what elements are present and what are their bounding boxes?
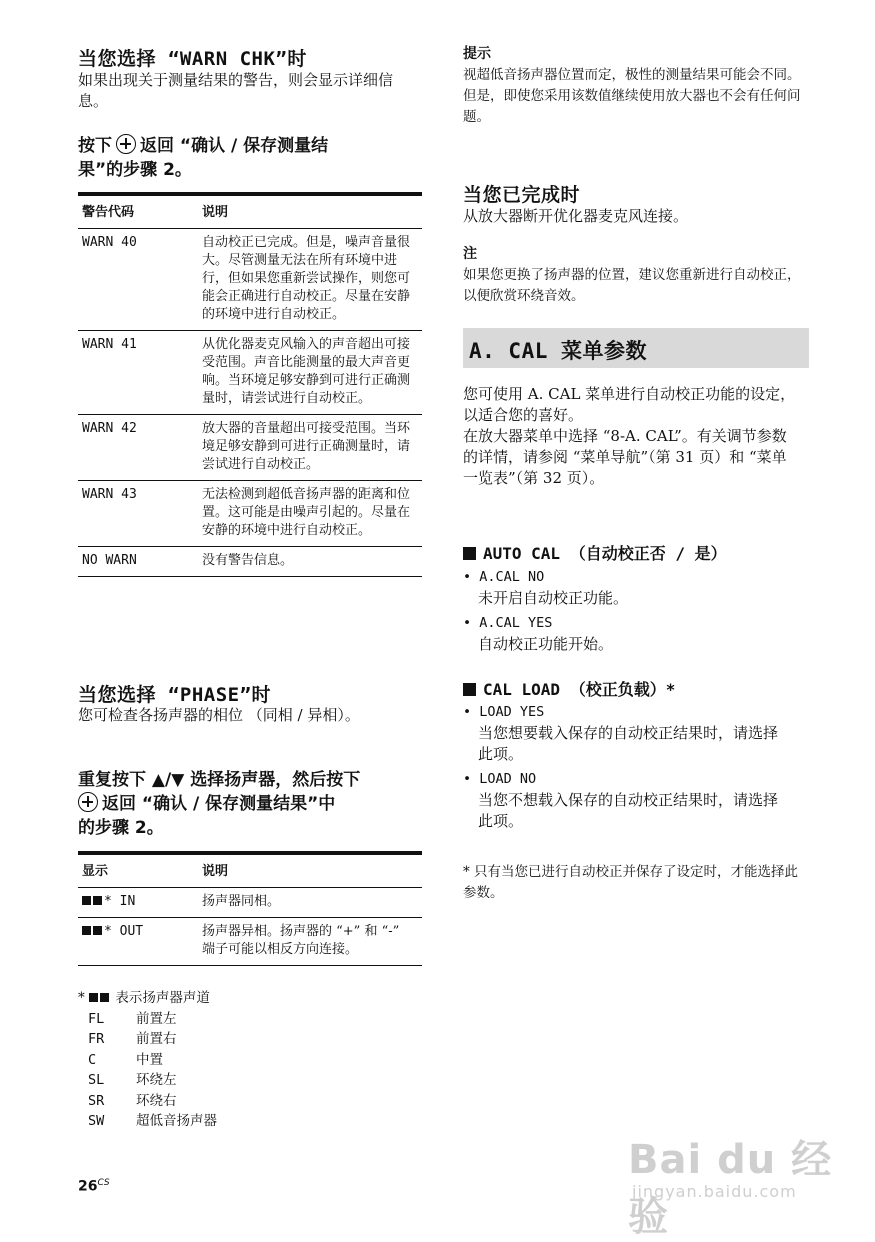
legend-key: FL [88,1010,105,1027]
menu-intro-1: 您可使用 A. CAL 菜单进行自动校正功能的设定，以适合您的喜好。 [463,385,796,424]
legend-row [78,1070,217,1091]
warn-code: WARN 41 [78,331,198,415]
watermark-brand: Bai du 经验 [628,1137,833,1240]
channel-square-icon [89,993,98,1002]
warn-desc: 没有警告信息。 [198,547,422,577]
legend-key: SL [88,1072,105,1088]
option-label: • LOAD YES [463,704,545,720]
tip-title: 提示 [463,46,491,62]
table-row [78,918,422,966]
legend-value: 环绕左 [136,1072,177,1088]
phase-table-header-display: 显示 [78,853,198,888]
warn-chk-step [78,134,422,182]
channel-square-icon [82,926,91,935]
phase-desc: 扬声器同相。 [198,888,422,918]
option-desc: 当您不想载入保存的自动校正结果时，请选择此项。 [478,791,779,830]
channel-square-icon [93,896,102,905]
warn-step-text-c: 果”的步骤 2。 [78,160,192,180]
section-banner [463,328,809,368]
warn-step-text-b: 返回 “确认 / 保存测量结 [140,136,329,156]
option-desc: 当您想要载入保存的自动校正结果时，请选择此项。 [478,724,779,763]
legend-key: SW [88,1113,105,1129]
warn-code: WARN 43 [78,481,198,547]
phase-step-text-c: 的步骤 2。 [78,818,164,838]
black-square-icon [463,683,476,696]
autocal-title [463,542,727,566]
calload-list [463,702,809,832]
channel-square-icon [82,896,91,905]
table-row [78,331,422,415]
phase-step [78,768,422,840]
phase-desc: 扬声器异相。扬声器的 “+” 和 “-” 端子可能以相反方向连接。 [198,918,422,966]
legend-key: FR [88,1031,105,1047]
legend-title [78,988,217,1009]
warn-table-header [78,194,422,229]
warn-table-header-desc: 说明 [198,194,422,229]
note-text: 如果您更换了扬声器的位置，建议您重新进行自动校正，以便欣赏环绕音效。 [463,267,801,304]
list-item [463,567,809,609]
warn-desc: 从优化器麦克风输入的声音超出可接受范围。声音比能测量的最大声音更响。当环境足够安静到可进行正确测量时，请尝试进行自动校正。 [198,331,422,415]
autocal-title-text: AUTO CAL （自动校正否 / 是） [483,544,727,563]
legend-star: * [78,990,85,1006]
warn-desc: 无法检测到超低音扬声器的距离和位置。这可能是由噪声引起的。尽量在安静的环境中进行自动校正。 [198,481,422,547]
warn-desc: 放大器的音量超出可接受范围。当环境足够安静到可进行正确测量时，请尝试进行自动校正。 [198,415,422,481]
legend-title-text: 表示扬声器声道 [115,990,210,1006]
page-lang: CS [97,1178,110,1188]
phase-code-text: * OUT [104,924,144,939]
table-row [78,229,422,331]
menu-intro-2: 在放大器菜单中选择 “8-A. CAL”。有关调节参数的详情，请参阅 “菜单导航”（第 31 页）和 “菜单一览表”（第 32 页）。 [463,427,787,487]
phase-code [78,888,198,918]
option-desc: 未开启自动校正功能。 [478,589,629,607]
autocal-list [463,567,809,655]
calload-title-text: CAL LOAD （校正负载）* [483,680,676,699]
warn-desc: 自动校正已完成。但是，噪声音量很大。尽管测量无法在所有环境中进行，但如果您重新尝试操作，则您可能会正确进行自动校正。尽量在安静的环境中进行自动校正。 [198,229,422,331]
phase-table-header [78,853,422,888]
legend-value: 前置右 [136,1031,177,1047]
list-item [463,769,809,832]
warn-code: NO WARN [78,547,198,577]
legend-key: SR [88,1092,105,1109]
channel-legend [78,988,217,1132]
watermark-url: jingyan.baidu.com [632,1182,797,1201]
done-text: 从放大器断开优化器麦克风连接。 [463,207,689,225]
page-number [78,1178,110,1195]
legend-key: C [88,1051,97,1068]
legend-value: 前置左 [136,1010,177,1027]
tip-text: 视超低音扬声器位置而定，极性的测量结果可能会不同。但是，即使您采用该数值继续使用放大器也不会有任何问题。 [463,67,801,125]
warn-table [78,192,422,577]
note-title: 注 [463,246,477,262]
enter-dial-icon [78,792,98,812]
phase-table-header-desc: 说明 [198,853,422,888]
phase-table [78,851,422,966]
phase-step-text-a: 重复按下 ▲/▼ 选择扬声器，然后按下 [78,770,361,790]
baidu-watermark [628,1128,833,1240]
enter-dial-icon [116,134,136,154]
warn-code: WARN 42 [78,415,198,481]
phase-code [78,918,198,966]
phase-intro: 您可检查各扬声器的相位 （同相 / 异相）。 [78,706,360,724]
phase-step-text-b: 返回 “确认 / 保存测量结果”中 [102,794,336,814]
option-label: • A.CAL YES [463,615,553,631]
footnote: * 只有当您已进行自动校正并保存了设定时，才能选择此参数。 [463,864,799,901]
legend-value: 环绕右 [136,1092,177,1109]
page-number-value: 26 [78,1178,98,1195]
legend-value: 超低音扬声器 [136,1113,217,1129]
legend-row [78,1091,217,1112]
legend-value: 中置 [136,1051,163,1068]
black-square-icon [463,547,476,560]
warn-chk-heading: 当您选择 “WARN CHK”时 [78,48,307,70]
warn-code: WARN 40 [78,229,198,331]
list-item [463,702,809,765]
channel-square-icon [93,926,102,935]
legend-row [78,1050,217,1071]
warn-step-text-a: 按下 [78,136,112,156]
list-item [463,613,809,655]
option-label: • A.CAL NO [463,569,545,585]
legend-row [78,1029,217,1050]
table-row [78,547,422,577]
warn-chk-intro: 如果出现关于测量结果的警告，则会显示详细信息。 [78,71,394,110]
phase-code-text: * IN [104,894,136,909]
legend-row [78,1009,217,1030]
table-row [78,415,422,481]
option-label: • LOAD NO [463,771,537,787]
table-row [78,888,422,918]
option-desc: 自动校正功能开始。 [478,635,614,653]
banner-title: A. CAL 菜单参数 [469,339,648,363]
done-heading: 当您已完成时 [463,184,581,206]
channel-square-icon [100,993,109,1002]
table-row [78,481,422,547]
calload-title [463,678,675,702]
warn-table-header-code: 警告代码 [78,194,198,229]
phase-heading: 当您选择 “PHASE”时 [78,684,272,706]
legend-row [78,1111,217,1132]
